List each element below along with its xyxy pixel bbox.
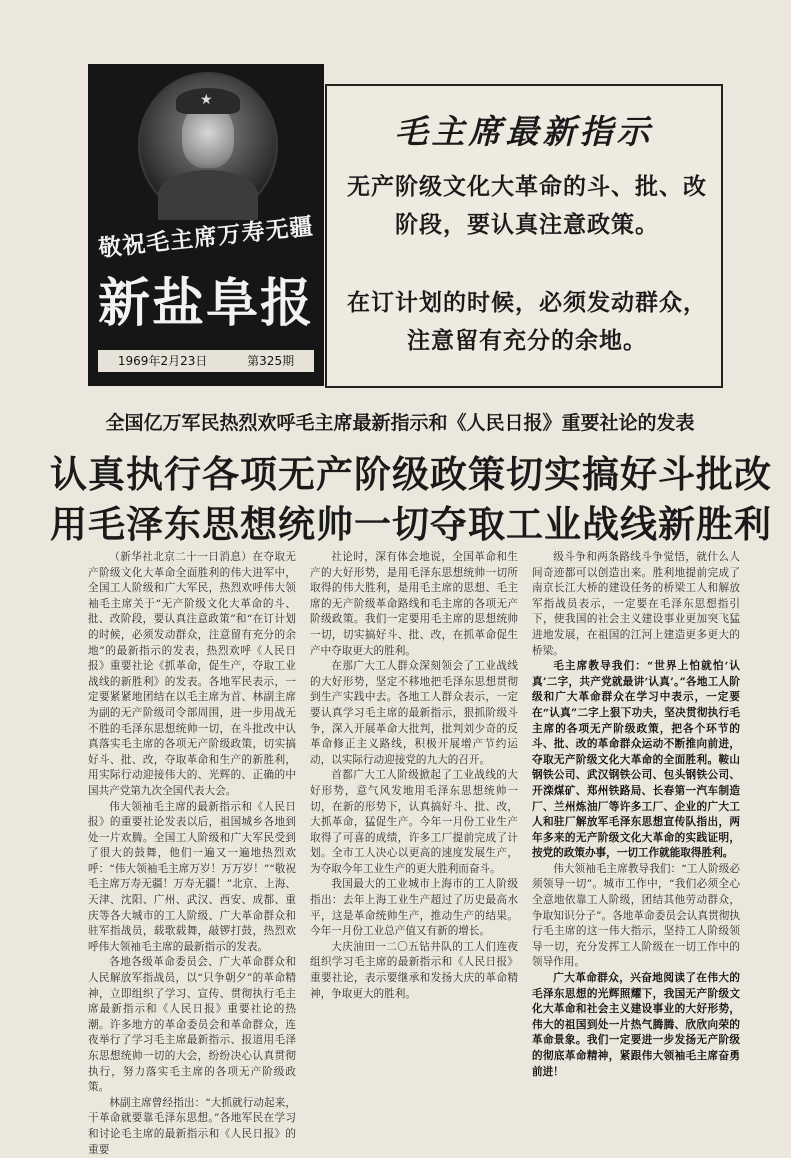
article-paragraph: （新华社北京二十一日消息）在夺取无产阶级文化大革命全面胜利的伟大进军中，全国工人阶级和广大军民，热烈欢呼伟大领袖毛主席关于“无产阶级文化大革命的斗、批、改阶段，要认真注意政策”和“在订计划的时候，必须发动群众，注意留有充分的余地”的最新指示的发表，热烈欢呼《人民日报》重要社论《抓革命，促生产，夺取工业战线的新胜利》的发表。各地军民表示，一定要紧紧地团结在以毛主席为首、林副主席为副的无产阶级司令部周围，进一步用战无不胜的毛泽东思想统帅一切，在斗批改中认真落实毛主席的各项无产阶级政策，切实搞好斗、批、改，夺取革命和生产的新胜利，用实际行动迎接伟大的、光辉的、正确的中国共产党第九次全国代表大会。 bbox=[88, 551, 296, 797]
article-paragraph: 毛主席教导我们：“世界上怕就怕‘认真’二字，共产党就最讲‘认真’。”各地工人阶级和广大革命群众在学习中表示，一定要在“认真”二字上狠下功夫，坚决贯彻执行毛主席的各项无产阶级政策，把各个环节的斗、批、改的革命群众运动不断推向前进，夺取无产阶级文化大革命的全面胜利。鞍山钢铁公司、武汉钢铁公司、包头钢铁公司、开滦煤矿、郑州铁路局、长春第一汽车制造厂、兰州炼油厂等许多工厂、企业的广大工人和驻厂解放军毛泽东思想宣传队指出，两年多来的无产阶级文化大革命的实践证明，按党的政策办事，一切工作就能取得胜利。 bbox=[532, 660, 740, 860]
directive-title: 毛主席最新指示 bbox=[394, 112, 654, 151]
article-paragraph: 广大革命群众，兴奋地阅读了在伟大的毛泽东思想的光辉照耀下，我国无产阶级文化大革命和社会主义建设事业的大好形势，伟大的祖国到处一片热气腾腾、欣欣向荣的革命景象。我们一定要进一步发扬无产阶级的彻底革命精神，紧跟伟大领袖毛主席奋勇前进！ bbox=[532, 972, 740, 1078]
paper-name: 新盐阜报 bbox=[97, 274, 314, 334]
issue-line bbox=[98, 350, 314, 372]
star-icon: ★ bbox=[200, 92, 213, 108]
main-headline-2: 用毛泽东思想统帅一切夺取工业战线新胜利 bbox=[50, 503, 772, 546]
headline-kicker: 全国亿万军民热烈欢呼毛主席最新指示和《人民日报》重要社论的发表 bbox=[105, 412, 695, 434]
issue-number: 第325期 bbox=[247, 354, 295, 368]
article-column-2 bbox=[310, 550, 518, 1128]
article-paragraph: 伟大领袖毛主席教导我们：“工人阶级必须领导一切”。城市工作中，“我们必须全心全意地依靠工人阶级，团结其他劳动群众，争取知识分子”。各地革命委员会认真贯彻执行毛主席的这一伟大指示，坚持工人阶级领导一切，充分发挥工人阶级在一切工作中的领导作用。 bbox=[532, 862, 740, 969]
article-paragraph: 级斗争和两条路线斗争觉悟，就什么人间奇迹都可以创造出来。胜利地提前完成了南京长江大桥的建设任务的桥梁工人和解放军指战员表示，一定要在毛泽东思想指引下，使我国的社会主义建设事业更加突飞猛进地发展，在祖国的江河上建造更多更大的桥梁。 bbox=[532, 551, 740, 657]
masthead-slogan: 敬祝毛主席万寿无疆 bbox=[97, 213, 315, 263]
article-paragraph: 社论时，深有体会地说，全国革命和生产的大好形势，是用毛泽东思想统帅一切所取得的伟大胜利，是用毛主席的思想、毛主席的无产阶级革命路线和毛主席的各项无产阶级政策。我们一定要用毛主席的思想统帅一切，切实搞好斗、批、改，在抓革命促生产中夺取更大的胜利。 bbox=[310, 551, 518, 657]
directive-quote-1: 无产阶级文化大革命的斗、批、改阶段，要认真注意政策。 bbox=[347, 174, 707, 238]
directive-box bbox=[325, 84, 723, 388]
issue-date: 1969年2月23日 bbox=[117, 354, 208, 368]
article-paragraph: 林副主席曾经指出：“大抓就行动起来，干革命就要靠毛泽东思想。”各地军民在学习和讨论毛主席的最新指示和《人民日报》的重要 bbox=[88, 1096, 296, 1156]
article-paragraph: 在那广大工人群众深刻领会了工业战线的大好形势，坚定不移地把毛泽东思想贯彻到生产实践中去。各地工人群众表示，一定要认真学习毛主席的最新指示，狠抓阶级斗争，深入开展革命大批判，批判刘少奇的反革命修正主义路线，积极开展增产节约运动，以实际行动迎接党的九大的召开。 bbox=[310, 660, 518, 766]
article-column-3 bbox=[532, 550, 740, 1128]
article-paragraph: 各地各级革命委员会、广大革命群众和人民解放军指战员，以“只争朝夕”的革命精神，立即组织了学习、宣传、贯彻执行毛主席最新指示和《人民日报》重要社论的热潮。许多地方的革命委员会和革命群众，连夜举行了学习毛主席最新指示、报道用毛泽东思想统帅一切的大会，纷纷决心认真贯彻执行，努力落实毛主席的各项无产阶级政策。 bbox=[88, 956, 296, 1094]
article-paragraph: 伟大领袖毛主席的最新指示和《人民日报》的重要社论发表以后，祖国城乡各地到处一片欢腾。全国工人阶级和广大军民受到了很大的鼓舞，他们一遍又一遍地热烈欢呼：“伟大领袖毛主席万岁！万万岁！”“敬祝毛主席万寿无疆！万寿无疆！”北京、上海、天津、沈阳、广州、武汉、西安、成都、重庆等各大城市的工人阶级、广大革命群众和驻军指战员，载歌载舞，敲锣打鼓，热烈欢呼伟大领袖毛主席的最新指示的发表。 bbox=[88, 800, 296, 953]
main-headline-1: 认真执行各项无产阶级政策切实搞好斗批改 bbox=[50, 453, 772, 496]
article-paragraph: 我国最大的工业城市上海市的工人阶级指出：去年上海工业生产超过了历史最高水平，这是革命统帅生产，推动生产的结果。今年一月份工业总产值又有新的增长。 bbox=[310, 878, 518, 938]
masthead bbox=[88, 64, 324, 386]
article-body bbox=[88, 550, 740, 1156]
article-column-1 bbox=[88, 550, 296, 1156]
article-paragraph: 大庆油田一二〇五钻井队的工人们连夜组织学习毛主席的最新指示和《人民日报》重要社论，表示要继承和发扬大庆的革命精神，争取更大的胜利。 bbox=[310, 940, 518, 1000]
directive-quote-2: 在订计划的时候，必须发动群众，注意留有充分的余地。 bbox=[347, 290, 707, 354]
article-paragraph: 首都广大工人阶级掀起了工业战线的大好形势，意气风发地用毛泽东思想统帅一切，在新的形势下，认真搞好斗、批、改，大抓革命，猛促生产。今年一月份工业生产取得了可喜的成绩，许多工厂提前完成了计划。全市工人决心以更高的速度发展生产，为夺取今年工业生产的更大胜利而奋斗。 bbox=[310, 769, 518, 875]
chairman-portrait-image bbox=[138, 72, 278, 218]
